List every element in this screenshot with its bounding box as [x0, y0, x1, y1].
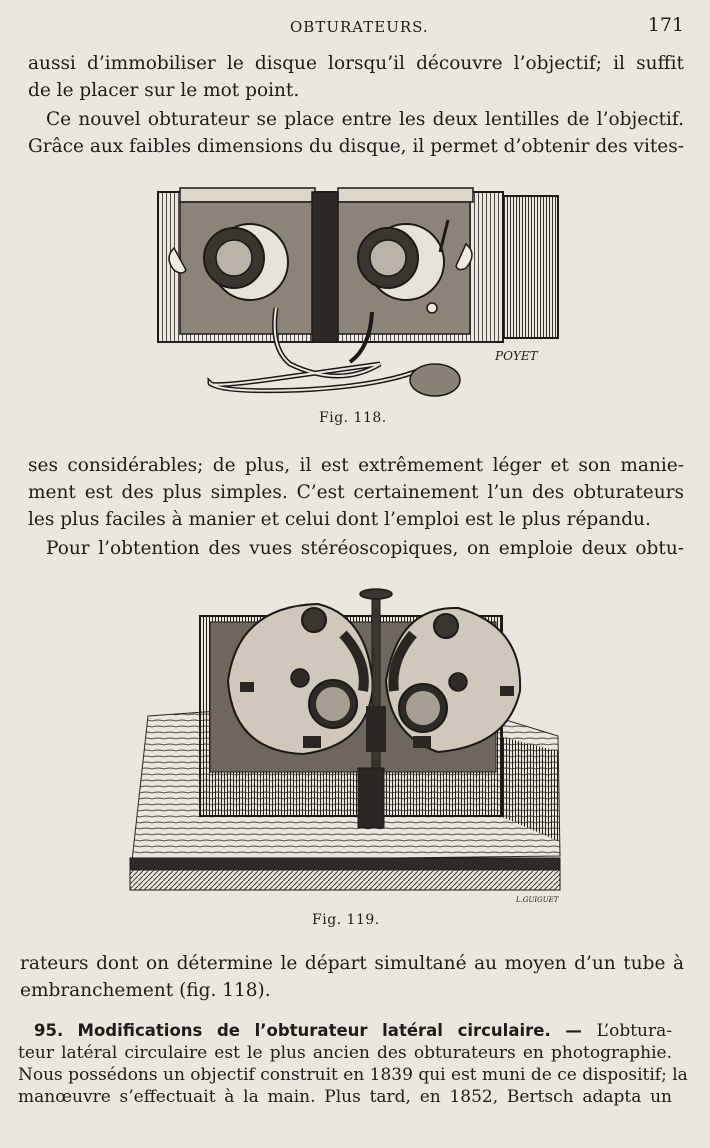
text-line: Ce nouvel obturateur se place entre les deux lentilles de l’objectif. [46, 109, 684, 130]
figure-118-caption: Fig. 118. [319, 410, 387, 426]
section-95 [18, 1020, 688, 1108]
figure-119-caption: Fig. 119. [312, 912, 380, 928]
text-line: les plus faciles à manier et celui dont l’emploi est le plus répandu. [28, 509, 651, 530]
figure-119-stereo-shutter-engraving [128, 586, 568, 906]
paragraph-4 [28, 535, 684, 562]
text-line: Nous possédons un objectif construit en 1839 qui est muni de ce dispositif; la [18, 1065, 688, 1085]
section-heading: Modifications de l’obturateur latéral circulaire. [77, 1021, 551, 1040]
figure-118-stereo-camera-engraving [150, 178, 570, 406]
section-first-line [18, 1020, 672, 1042]
text-line: ses considérables; de plus, il est extrêmement léger et son manie- [28, 455, 684, 476]
text-line: ment est des plus simples. C’est certainement l’un des obturateurs [28, 482, 684, 503]
running-title: OBTURATEURS. [290, 18, 429, 36]
text-line: de le placer sur le mot point. [28, 80, 300, 101]
text-line: L’obtura- [596, 1021, 672, 1041]
section-dash: — [550, 1021, 597, 1040]
paragraph-1 [28, 50, 684, 104]
paragraph-2 [28, 106, 684, 160]
figure-118-signature: POYET [495, 349, 538, 363]
figure-119-signature: L.GUIGUET [516, 896, 559, 904]
text-line: Grâce aux faibles dimensions du disque, il permet d’obtenir des vites- [28, 136, 684, 157]
paragraph-5 [20, 950, 684, 1004]
section-number: 95. [34, 1021, 64, 1040]
text-line: teur latéral circulaire est le plus ancien des obturateurs en photographie. [18, 1043, 672, 1063]
text-line: rateurs dont on détermine le départ simultané au moyen d’un tube à [20, 953, 684, 974]
text-line: Pour l’obtention des vues stéréoscopiques, on emploie deux obtu- [46, 538, 684, 559]
text-line: aussi d’immobiliser le disque lorsqu’il découvre l’objectif; il suffit [28, 53, 684, 74]
text-line: embranchement (fig. 118). [20, 980, 271, 1001]
page-header [0, 14, 710, 42]
page-number: 171 [647, 14, 684, 36]
text-line: manœuvre s’effectuait à la main. Plus tard, en 1852, Bertsch adapta un [18, 1087, 672, 1107]
paragraph-3 [28, 452, 684, 533]
